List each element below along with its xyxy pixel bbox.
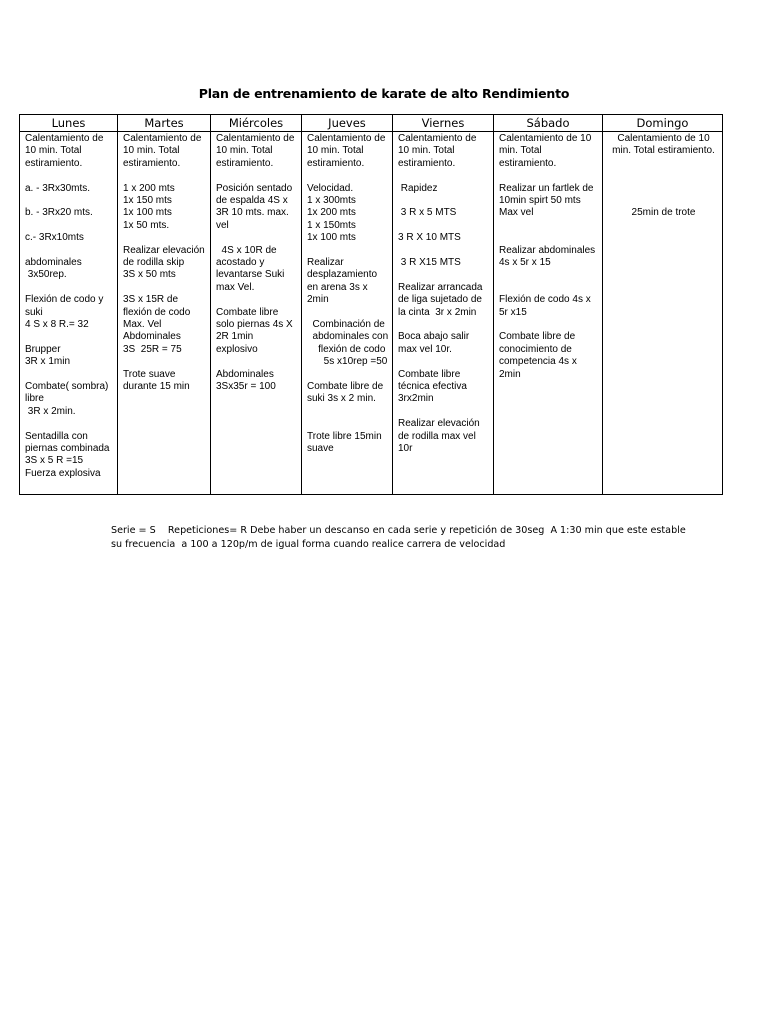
cell-text-line bbox=[216, 356, 298, 368]
cell-text-line: Sentadilla con bbox=[25, 430, 88, 442]
cell-text-line: 3S x 5 R =15 bbox=[25, 455, 84, 467]
cell-text-line: Flexión de codo 4s x bbox=[499, 294, 591, 306]
cell-text-line: Calentamiento de 10 bbox=[617, 133, 710, 144]
cell-text-line: min. Total bbox=[499, 145, 542, 157]
cell-text-line: 1 x 300mts bbox=[307, 195, 356, 207]
cell-text-line bbox=[398, 220, 490, 232]
cell-text-line: 4s x 5r x 15 bbox=[499, 257, 551, 269]
cell-text-line: 4S x 10R de bbox=[216, 244, 277, 256]
cell-text-line: 1x 100 mts bbox=[307, 232, 356, 244]
cell-domingo bbox=[603, 132, 723, 495]
cell-text-line: conocimiento de bbox=[499, 343, 572, 355]
cell-text-line: 3 R x 5 MTS bbox=[398, 207, 457, 219]
cell-text-line: 3S 25R = 75 bbox=[123, 343, 182, 355]
cell-text-line bbox=[499, 282, 599, 294]
cell-text-line: 1x 50 mts. bbox=[123, 219, 170, 231]
cell-text-line: suki bbox=[25, 306, 43, 318]
cell-text-line bbox=[25, 331, 114, 343]
cell-text-line: Realizar un fartlek de bbox=[499, 182, 594, 194]
cell-text-line: estiramiento. bbox=[216, 157, 274, 169]
cell-text-line bbox=[307, 245, 389, 257]
cell-text-line: Trote suave bbox=[123, 368, 176, 380]
cell-text-line: 3 R X15 MTS bbox=[398, 257, 461, 268]
cell-miercoles bbox=[211, 132, 302, 495]
cell-text-line: vel bbox=[216, 219, 229, 231]
cell-text-line: abdominales bbox=[25, 257, 82, 268]
cell-text-line: 10 min. Total bbox=[307, 145, 364, 157]
cell-text-line: estiramiento. bbox=[123, 157, 181, 169]
header-row bbox=[20, 115, 723, 132]
cell-text-line bbox=[216, 232, 298, 244]
cell-text-line: Fuerza explosiva bbox=[25, 467, 101, 479]
cell-text-line: estiramiento. bbox=[25, 157, 83, 169]
cell-text-line: 1x 150 mts bbox=[123, 195, 172, 207]
cell-text-line: Realizar arrancada bbox=[398, 281, 483, 293]
cell-sabado bbox=[494, 132, 603, 495]
cell-text-line: Calentamiento de bbox=[123, 133, 202, 144]
cell-text-line: 5r x15 bbox=[499, 306, 527, 318]
cell-text-line bbox=[608, 170, 719, 182]
cell-text-line bbox=[398, 245, 490, 257]
cell-text-line: 10 min. Total bbox=[216, 145, 273, 157]
cell-text-line: Combate libre de bbox=[499, 331, 576, 343]
cell-text-line bbox=[398, 269, 490, 281]
cell-text-line bbox=[608, 183, 719, 195]
cell-text-line: Combate( sombra) bbox=[25, 381, 109, 393]
cell-text-line: 3 R X 10 MTS bbox=[398, 232, 461, 244]
cell-text-line: Calentamiento de 10 bbox=[499, 133, 592, 144]
cell-text-line: levantarse Suki bbox=[216, 269, 285, 281]
cell-text-line: 10 min. Total bbox=[398, 145, 455, 157]
cell-text-line: 3R x 2min. bbox=[25, 405, 76, 417]
cell-text-line bbox=[499, 269, 599, 281]
cell-text-line: estiramiento. bbox=[398, 157, 456, 169]
cell-text-line: Velocidad. bbox=[307, 182, 354, 194]
cell-text-line: Calentamiento de bbox=[25, 133, 104, 144]
cell-text-line bbox=[499, 220, 599, 232]
cell-text-line: solo piernas 4s X bbox=[216, 319, 293, 331]
cell-text-line: 10r bbox=[398, 443, 413, 455]
cell-text-line: c.- 3Rx10mts bbox=[25, 232, 84, 244]
cell-text-line: 1x 100 mts bbox=[123, 207, 172, 219]
cell-text-line: Combate libre bbox=[398, 368, 461, 380]
content-row bbox=[20, 132, 723, 495]
header-viernes: Viernes bbox=[393, 115, 494, 132]
cell-text-line: flexión de codo bbox=[307, 343, 386, 355]
cell-text-line: 2R 1min bbox=[216, 331, 254, 343]
cell-text-line bbox=[307, 406, 389, 418]
cell-text-line: a. - 3Rx30mts. bbox=[25, 182, 91, 194]
cell-text-line: Calentamiento de bbox=[307, 133, 386, 144]
cell-text-line: min. Total estiramiento. bbox=[612, 145, 715, 157]
cell-text-line bbox=[25, 282, 114, 294]
cell-text-line: de rodilla max vel bbox=[398, 430, 476, 442]
cell-text-line: 3R x 1min bbox=[25, 356, 71, 368]
cell-jueves bbox=[302, 132, 393, 495]
cell-text-line: 2min bbox=[499, 368, 521, 380]
cell-text-line: Calentamiento de bbox=[398, 133, 477, 144]
cell-text-line: max vel 10r. bbox=[398, 343, 452, 355]
header-miercoles: Miércoles bbox=[211, 115, 302, 132]
header-sabado: Sábado bbox=[494, 115, 603, 132]
header-jueves: Jueves bbox=[302, 115, 393, 132]
cell-text-line bbox=[25, 245, 114, 257]
cell-text-line: piernas combinada bbox=[25, 443, 110, 455]
cell-text-line: acostado y bbox=[216, 257, 265, 269]
cell-text-line bbox=[499, 170, 599, 182]
cell-text-line: 3S x 15R de bbox=[123, 294, 179, 306]
cell-text-line: estiramiento. bbox=[499, 157, 557, 169]
cell-text-line bbox=[499, 232, 599, 244]
training-plan-table bbox=[19, 114, 723, 495]
cell-text-line: Combate libre de bbox=[307, 381, 384, 393]
cell-text-line bbox=[25, 220, 114, 232]
cell-text-line: 10min spirt 50 mts bbox=[499, 195, 581, 207]
cell-text-line bbox=[608, 158, 719, 170]
cell-text-line: Max. Vel bbox=[123, 319, 162, 331]
cell-text-line bbox=[398, 170, 490, 182]
cell-text-line: desplazamiento bbox=[307, 269, 378, 281]
cell-text-line bbox=[398, 319, 490, 331]
cell-text-line: de espalda 4S x bbox=[216, 195, 288, 207]
cell-text-line: Flexión de codo y bbox=[25, 294, 104, 306]
cell-text-line bbox=[608, 195, 719, 207]
cell-text-line: 3S x 50 mts bbox=[123, 269, 176, 281]
cell-text-line: libre bbox=[25, 393, 44, 405]
cell-text-line: 1x 200 mts bbox=[307, 207, 356, 219]
cell-text-line bbox=[25, 418, 114, 430]
cell-text-line: Realizar abdominales bbox=[499, 244, 596, 256]
cell-text-line bbox=[307, 170, 389, 182]
cell-text-line: estiramiento. bbox=[307, 157, 365, 169]
cell-text-line: suki 3s x 2 min. bbox=[307, 393, 376, 405]
cell-text-line bbox=[25, 369, 114, 381]
cell-text-line: Max vel bbox=[499, 207, 534, 219]
cell-text-line: b. - 3Rx20 mts. bbox=[25, 207, 93, 219]
cell-text-line: Realizar bbox=[307, 257, 344, 269]
cell-text-line: la cinta 3r x 2min bbox=[398, 306, 477, 318]
cell-text-line: Brupper bbox=[25, 343, 61, 355]
cell-text-line: Abdominales bbox=[216, 368, 274, 380]
cell-text-line bbox=[123, 170, 207, 182]
cell-text-line: max Vel. bbox=[216, 281, 255, 293]
cell-text-line: Rapidez bbox=[398, 182, 438, 194]
cell-text-line bbox=[398, 195, 490, 207]
cell-text-line bbox=[307, 418, 389, 430]
cell-lunes bbox=[20, 132, 118, 495]
cell-text-line bbox=[123, 232, 207, 244]
header-lunes: Lunes bbox=[20, 115, 118, 132]
cell-text-line: de liga sujetado de bbox=[398, 294, 482, 306]
cell-text-line: competencia 4s x bbox=[499, 356, 577, 368]
cell-text-line: 10 min. Total bbox=[25, 145, 82, 157]
cell-text-line: Realizar elevación bbox=[123, 244, 205, 256]
cell-text-line bbox=[123, 356, 207, 368]
cell-text-line bbox=[307, 307, 389, 319]
cell-text-line: Calentamiento de bbox=[216, 133, 295, 144]
cell-text-line: de rodilla skip bbox=[123, 257, 185, 269]
cell-text-line: Posición sentado bbox=[216, 182, 293, 194]
cell-text-line: Abdominales bbox=[123, 331, 181, 343]
cell-text-line: Trote libre 15min bbox=[307, 430, 382, 442]
cell-text-line: explosivo bbox=[216, 343, 258, 355]
cell-text-line bbox=[216, 170, 298, 182]
cell-text-line bbox=[25, 195, 114, 207]
cell-text-line: 5s x10rep =50 bbox=[307, 356, 388, 368]
cell-text-line: suave bbox=[307, 443, 334, 455]
cell-text-line bbox=[123, 282, 207, 294]
cell-text-line bbox=[216, 294, 298, 306]
cell-text-line: 25min de trote bbox=[631, 207, 696, 219]
legend-note bbox=[111, 524, 731, 552]
cell-text-line: Combinación de bbox=[307, 319, 385, 331]
cell-text-line: en arena 3s x bbox=[307, 281, 368, 293]
cell-viernes bbox=[393, 132, 494, 495]
cell-text-line: Boca abajo salir bbox=[398, 331, 470, 343]
cell-text-line: 3rx2min bbox=[398, 393, 434, 405]
cell-text-line: 1 x 200 mts bbox=[123, 182, 175, 194]
cell-martes bbox=[118, 132, 211, 495]
cell-text-line: 10 min. Total bbox=[123, 145, 180, 157]
cell-text-line: durante 15 min bbox=[123, 381, 190, 393]
cell-text-line: 3Sx35r = 100 bbox=[216, 381, 276, 393]
document-title: Plan de entrenamiento de karate de alto Rendimiento bbox=[198, 86, 570, 101]
cell-text-line bbox=[25, 170, 114, 182]
cell-text-line: flexión de codo bbox=[123, 306, 191, 318]
cell-text-line: técnica efectiva bbox=[398, 381, 467, 393]
cell-text-line: abdominales con bbox=[307, 331, 389, 343]
note-line-1: Serie = S Repeticiones= R Debe haber un descanso en cada serie y repetición de 30seg A 1:30 min que este estable bbox=[111, 525, 686, 536]
cell-text-line: 4 S x 8 R.= 32 bbox=[25, 319, 89, 331]
cell-text-line: 1 x 150mts bbox=[307, 219, 356, 231]
note-line-2: su frecuencia a 100 a 120p/m de igual forma cuando realice carrera de velocidad bbox=[111, 539, 506, 550]
cell-text-line bbox=[398, 406, 490, 418]
cell-text-line bbox=[307, 369, 389, 381]
cell-text-line: 3R 10 mts. max. bbox=[216, 207, 289, 219]
cell-text-line bbox=[398, 356, 490, 368]
cell-text-line: Realizar elevación bbox=[398, 418, 480, 430]
header-domingo: Domingo bbox=[603, 115, 723, 132]
cell-text-line: Combate libre bbox=[216, 306, 279, 318]
header-martes: Martes bbox=[118, 115, 211, 132]
cell-text-line: 3x50rep. bbox=[25, 269, 67, 281]
cell-text-line bbox=[499, 319, 599, 331]
cell-text-line: 2min bbox=[307, 294, 329, 306]
